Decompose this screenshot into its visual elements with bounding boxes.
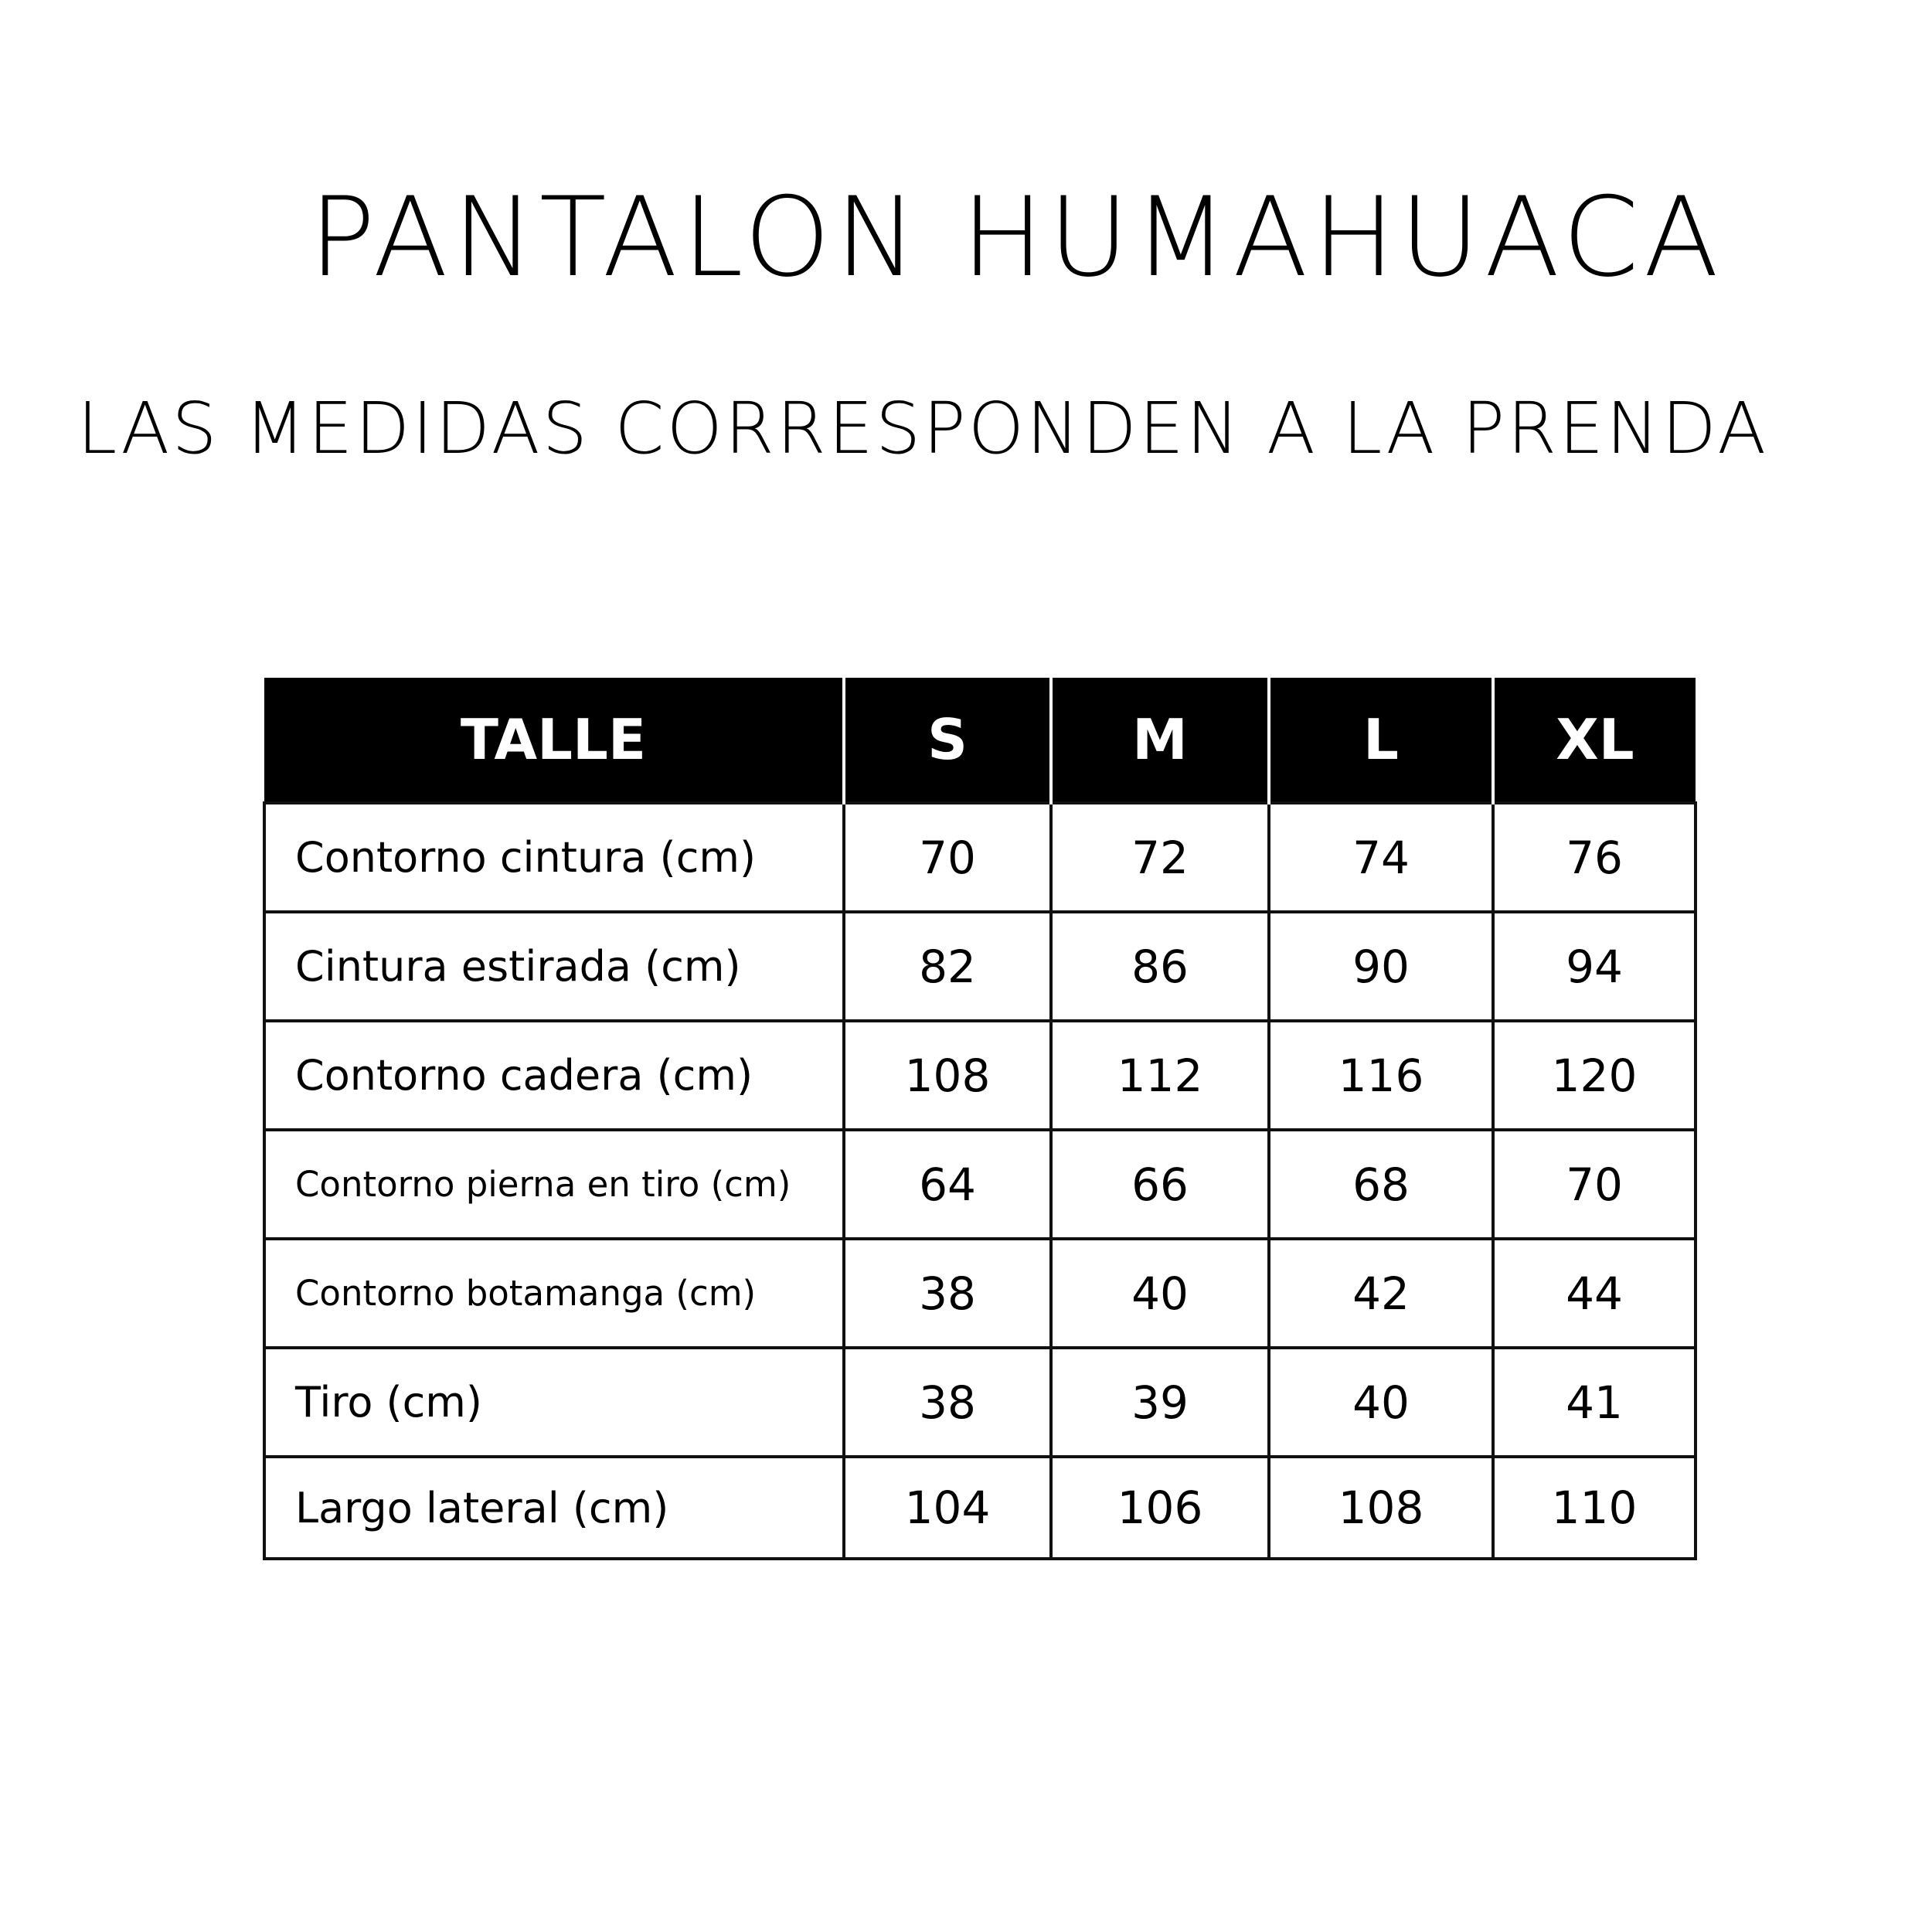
table-cell: 38	[844, 1239, 1051, 1348]
row-label: Cintura estirada (cm)	[264, 912, 844, 1021]
table-cell: 108	[1269, 1457, 1493, 1559]
header-size-m: M	[1051, 678, 1269, 803]
table-cell: 104	[844, 1457, 1051, 1559]
table-row	[264, 912, 1696, 1021]
size-table	[263, 678, 1697, 1560]
table-cell: 64	[844, 1130, 1051, 1239]
table-cell: 66	[1051, 1130, 1269, 1239]
table-cell: 86	[1051, 912, 1269, 1021]
table-cell: 68	[1269, 1130, 1493, 1239]
table-cell: 72	[1051, 803, 1269, 912]
table-row	[264, 1348, 1696, 1457]
table-row	[264, 803, 1696, 912]
table-cell: 112	[1051, 1021, 1269, 1130]
table-cell: 41	[1493, 1348, 1696, 1457]
table-header-row	[264, 678, 1696, 803]
table-cell: 39	[1051, 1348, 1269, 1457]
row-label: Contorno cadera (cm)	[264, 1021, 844, 1130]
page-title: PANTALON HUMAHUACA	[309, 174, 1723, 301]
table-cell: 40	[1051, 1239, 1269, 1348]
table-cell: 120	[1493, 1021, 1696, 1130]
table-cell: 90	[1269, 912, 1493, 1021]
row-label: Contorno botamanga (cm)	[264, 1239, 844, 1348]
table-cell: 70	[1493, 1130, 1696, 1239]
table-cell: 106	[1051, 1457, 1269, 1559]
header-size-xl: XL	[1493, 678, 1696, 803]
table-row	[264, 1021, 1696, 1130]
table-cell: 40	[1269, 1348, 1493, 1457]
table-row	[264, 1239, 1696, 1348]
row-label: Contorno cintura (cm)	[264, 803, 844, 912]
table-cell: 82	[844, 912, 1051, 1021]
header-size-s: S	[844, 678, 1051, 803]
table-cell: 74	[1269, 803, 1493, 912]
table-row	[264, 1457, 1696, 1559]
table-cell: 42	[1269, 1239, 1493, 1348]
table-cell: 94	[1493, 912, 1696, 1021]
row-label: Largo lateral (cm)	[264, 1457, 844, 1559]
table-row	[264, 1130, 1696, 1239]
table-cell: 76	[1493, 803, 1696, 912]
table-cell: 110	[1493, 1457, 1696, 1559]
row-label: Contorno pierna en tiro (cm)	[264, 1130, 844, 1239]
table-cell: 116	[1269, 1021, 1493, 1130]
row-label: Tiro (cm)	[264, 1348, 844, 1457]
table-cell: 70	[844, 803, 1051, 912]
header-talle: TALLE	[264, 678, 844, 803]
table-cell: 38	[844, 1348, 1051, 1457]
page-subtitle: LAS MEDIDAS CORRESPONDEN A LA PRENDA	[77, 387, 1769, 470]
table-cell: 44	[1493, 1239, 1696, 1348]
header-size-l: L	[1269, 678, 1493, 803]
table-cell: 108	[844, 1021, 1051, 1130]
